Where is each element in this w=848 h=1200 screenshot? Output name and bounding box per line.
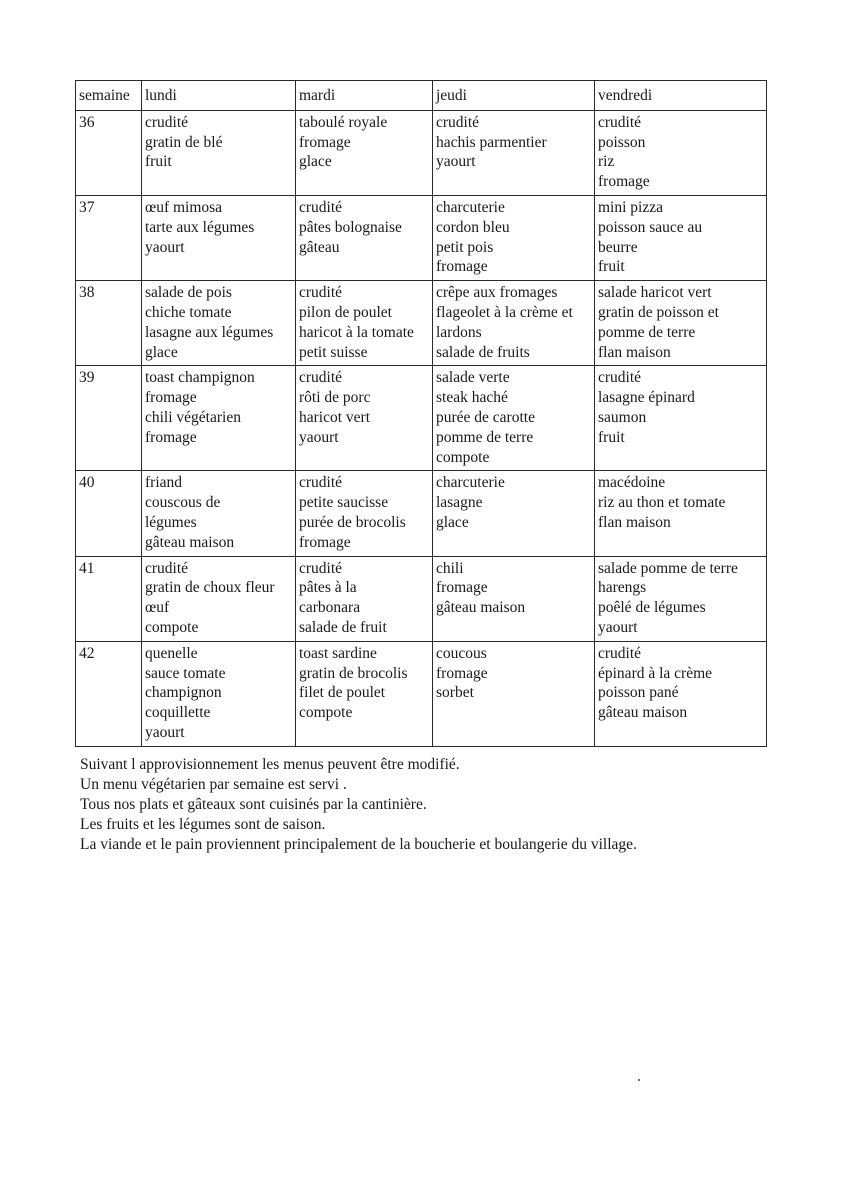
dish-item: glace bbox=[145, 343, 178, 361]
dish-item: petite saucisse bbox=[299, 494, 389, 512]
week-number: 42 bbox=[76, 641, 142, 746]
week-number: 37 bbox=[76, 195, 142, 280]
header-jeudi: jeudi bbox=[433, 81, 595, 111]
dish-item: gratin de choux fleur bbox=[145, 579, 275, 597]
week-number: 38 bbox=[76, 281, 142, 366]
dish-item: fruit bbox=[145, 153, 172, 171]
menu-cell-vendredi bbox=[595, 195, 767, 280]
menu-cell-lundi bbox=[142, 110, 296, 195]
dish-item: filet de poulet bbox=[299, 684, 386, 702]
week-row bbox=[76, 366, 767, 471]
week-row bbox=[76, 556, 767, 641]
dish-item: poisson pané bbox=[598, 684, 679, 702]
dish-item: crudité bbox=[145, 559, 189, 577]
dish-item: cordon bleu bbox=[436, 218, 510, 236]
dish-item: champignon bbox=[145, 684, 222, 702]
dish-item: purée de brocolis bbox=[299, 513, 406, 531]
dish-item: charcuterie bbox=[436, 474, 505, 492]
dish-item: taboulé royale bbox=[299, 113, 388, 131]
menu-cell-jeudi bbox=[433, 556, 595, 641]
menu-cell-lundi bbox=[142, 195, 296, 280]
dish-item: lasagne épinard bbox=[598, 389, 695, 407]
dish-item: fromage bbox=[299, 533, 351, 551]
dish-item: quenelle bbox=[145, 644, 198, 662]
dish-item: fruit bbox=[598, 258, 625, 276]
menu-cell-vendredi bbox=[595, 366, 767, 471]
dish-item: crudité bbox=[145, 113, 189, 131]
week-row bbox=[76, 110, 767, 195]
dish-item: salade pomme de terre bbox=[598, 559, 738, 577]
dish-item: yaourt bbox=[598, 618, 638, 636]
dish-item: gâteau maison bbox=[598, 704, 688, 722]
dish-item: charcuterie bbox=[436, 198, 505, 216]
note-line: Suivant l approvisionnement les menus peuvent être modifié. bbox=[80, 756, 460, 773]
header-row bbox=[76, 81, 767, 111]
menu-cell-jeudi bbox=[433, 281, 595, 366]
dish-item: salade verte bbox=[436, 369, 510, 387]
week-row bbox=[76, 281, 767, 366]
dish-item: steak haché bbox=[436, 389, 508, 407]
dish-item: petit suisse bbox=[299, 343, 368, 361]
dish-item: lasagne bbox=[436, 494, 483, 512]
header-lundi: lundi bbox=[142, 81, 296, 111]
dish-item: crudité bbox=[598, 644, 642, 662]
dish-item: lasagne aux légumes bbox=[145, 323, 274, 341]
dish-item: fromage bbox=[598, 173, 650, 191]
dish-item: pâtes à la bbox=[299, 579, 357, 597]
dish-item: haricot vert bbox=[299, 408, 371, 426]
dish-item: gratin de poisson et bbox=[598, 303, 719, 321]
menu-cell-jeudi bbox=[433, 110, 595, 195]
dish-item: gratin de brocolis bbox=[299, 664, 408, 682]
dish-item: gratin de blé bbox=[145, 133, 223, 151]
dish-item: fromage bbox=[299, 133, 351, 151]
dish-item: gâteau bbox=[299, 238, 340, 256]
dish-item: sauce tomate bbox=[145, 664, 226, 682]
week-row bbox=[76, 195, 767, 280]
dish-item: glace bbox=[299, 153, 332, 171]
menu-cell-lundi bbox=[142, 471, 296, 556]
dish-item: poisson bbox=[598, 133, 646, 151]
dish-item: fromage bbox=[145, 428, 197, 446]
menu-cell-jeudi bbox=[433, 471, 595, 556]
week-number: 36 bbox=[76, 110, 142, 195]
menu-cell-lundi bbox=[142, 366, 296, 471]
menu-cell-vendredi bbox=[595, 641, 767, 746]
dish-item: crudité bbox=[299, 474, 343, 492]
dish-item: mini pizza bbox=[598, 198, 663, 216]
dish-item: fruit bbox=[598, 428, 625, 446]
dish-item: sorbet bbox=[436, 684, 474, 702]
dish-item: fromage bbox=[436, 664, 488, 682]
dish-item: salade de fruit bbox=[299, 618, 387, 636]
dish-item: pomme de terre bbox=[598, 323, 696, 341]
dish-item: flan maison bbox=[598, 343, 671, 361]
dish-item: épinard à la crème bbox=[598, 664, 713, 682]
dish-item: toast champignon bbox=[145, 369, 255, 387]
dish-item: beurre bbox=[598, 238, 638, 256]
week-number: 39 bbox=[76, 366, 142, 471]
dish-item: yaourt bbox=[145, 723, 185, 741]
dish-item: flageolet à la crème et bbox=[436, 303, 573, 321]
dish-item: chili bbox=[436, 559, 464, 577]
menu-cell-lundi bbox=[142, 641, 296, 746]
dish-item: yaourt bbox=[436, 153, 476, 171]
menu-cell-jeudi bbox=[433, 641, 595, 746]
menu-cell-mardi bbox=[296, 281, 433, 366]
dish-item: salade de fruits bbox=[436, 343, 530, 361]
dish-item: gâteau maison bbox=[436, 599, 526, 617]
dish-item: pilon de poulet bbox=[299, 303, 392, 321]
dish-item: riz au thon et tomate bbox=[598, 494, 726, 512]
menu-cell-mardi bbox=[296, 195, 433, 280]
menu-cell-mardi bbox=[296, 641, 433, 746]
note-line: Les fruits et les légumes sont de saison. bbox=[80, 816, 326, 833]
dish-item: harengs bbox=[598, 579, 647, 597]
week-row bbox=[76, 641, 767, 746]
note-line: La viande et le pain proviennent principalement de la boucherie et boulangerie du village. bbox=[80, 836, 637, 853]
dish-item: crudité bbox=[598, 369, 642, 387]
menu-cell-jeudi bbox=[433, 366, 595, 471]
note-line: Tous nos plats et gâteaux sont cuisinés par la cantinière. bbox=[80, 796, 427, 813]
dish-item: yaourt bbox=[299, 428, 339, 446]
dish-item: coucous bbox=[436, 644, 487, 662]
week-row bbox=[76, 471, 767, 556]
dish-item: crudité bbox=[299, 369, 343, 387]
dish-item: œuf mimosa bbox=[145, 198, 223, 216]
menu-cell-mardi bbox=[296, 110, 433, 195]
menu-cell-vendredi bbox=[595, 556, 767, 641]
menu-table bbox=[75, 80, 767, 747]
menu-cell-lundi bbox=[142, 281, 296, 366]
menu-cell-mardi bbox=[296, 366, 433, 471]
menu-cell-vendredi bbox=[595, 110, 767, 195]
dish-item: crudité bbox=[299, 559, 343, 577]
notes bbox=[80, 755, 820, 855]
dish-item: chili végétarien bbox=[145, 408, 241, 426]
dish-item: petit pois bbox=[436, 238, 494, 256]
dish-item: fromage bbox=[436, 579, 488, 597]
menu-cell-vendredi bbox=[595, 281, 767, 366]
dish-item: poisson sauce au bbox=[598, 218, 703, 236]
dish-item: œuf bbox=[145, 599, 170, 617]
menu-cell-mardi bbox=[296, 471, 433, 556]
dish-item: compote bbox=[299, 704, 353, 722]
dish-item: purée de carotte bbox=[436, 408, 535, 426]
dish-item: pâtes bolognaise bbox=[299, 218, 402, 236]
dish-item: salade haricot vert bbox=[598, 284, 712, 302]
dish-item: crudité bbox=[436, 113, 480, 131]
dish-item: compote bbox=[436, 448, 490, 466]
dish-item: friand bbox=[145, 474, 183, 492]
dish-item: haricot à la tomate bbox=[299, 323, 414, 341]
dish-item: légumes bbox=[145, 513, 197, 531]
dish-item: toast sardine bbox=[299, 644, 377, 662]
menu-cell-vendredi bbox=[595, 471, 767, 556]
menu-cell-lundi bbox=[142, 556, 296, 641]
dish-item: flan maison bbox=[598, 513, 671, 531]
dish-item: gâteau maison bbox=[145, 533, 235, 551]
dish-item: salade de pois bbox=[145, 284, 232, 302]
dish-item: chiche tomate bbox=[145, 303, 232, 321]
dish-item: poêlé de légumes bbox=[598, 599, 706, 617]
dish-item: crêpe aux fromages bbox=[436, 284, 558, 302]
header-mardi: mardi bbox=[296, 81, 433, 111]
dish-item: couscous de bbox=[145, 494, 221, 512]
dish-item: macédoine bbox=[598, 474, 666, 492]
dish-item: crudité bbox=[299, 284, 343, 302]
dish-item: hachis parmentier bbox=[436, 133, 547, 151]
dish-item: glace bbox=[436, 513, 469, 531]
menu-cell-jeudi bbox=[433, 195, 595, 280]
dish-item: coquillette bbox=[145, 704, 211, 722]
menu-cell-mardi bbox=[296, 556, 433, 641]
dish-item: compote bbox=[145, 618, 199, 636]
dish-item: pomme de terre bbox=[436, 428, 534, 446]
dish-item: rôti de porc bbox=[299, 389, 371, 407]
week-number: 40 bbox=[76, 471, 142, 556]
week-number: 41 bbox=[76, 556, 142, 641]
menu-table-body bbox=[76, 110, 767, 746]
dish-item: crudité bbox=[299, 198, 343, 216]
note-line: Un menu végétarien par semaine est servi . bbox=[80, 776, 347, 793]
dish-item: saumon bbox=[598, 408, 647, 426]
header-vendredi: vendredi bbox=[595, 81, 767, 111]
dish-item: crudité bbox=[598, 113, 642, 131]
dish-item: riz bbox=[598, 153, 615, 171]
header-semaine: semaine bbox=[76, 81, 142, 111]
dish-item: fromage bbox=[145, 389, 197, 407]
scan-speck bbox=[638, 1079, 640, 1081]
dish-item: yaourt bbox=[145, 238, 185, 256]
dish-item: fromage bbox=[436, 258, 488, 276]
dish-item: tarte aux légumes bbox=[145, 218, 255, 236]
dish-item: lardons bbox=[436, 323, 482, 341]
dish-item: carbonara bbox=[299, 599, 361, 617]
